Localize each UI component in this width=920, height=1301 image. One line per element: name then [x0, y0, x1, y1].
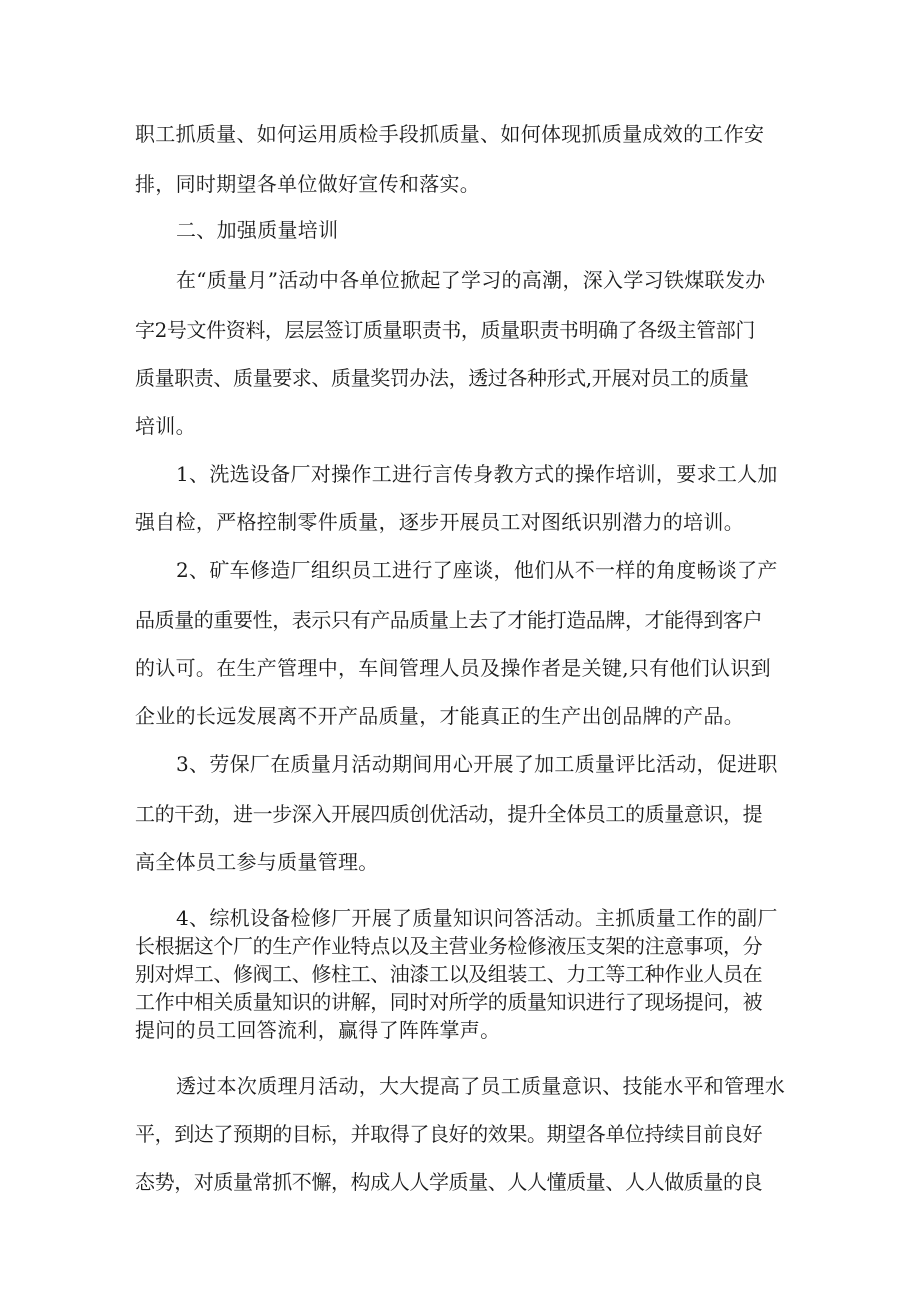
paragraph-line: 的认可。在生产管理中，车间管理人员及操作者是关键,只有他们认识到 [135, 656, 771, 680]
paragraph-line: 别对焊工、修阀工、修柱工、油漆工以及组装工、力工等工种作业人员在 [135, 962, 763, 986]
paragraph-line: 在“质量月”活动中各单位掀起了学习的高潮，深入学习铁煤联发办 [176, 268, 766, 292]
paragraph-line: 企业的长远发展离不开产品质量，才能真正的生产出创品牌的产品。 [135, 704, 744, 728]
paragraph-line: 品质量的重要性，表示只有产品质量上去了才能打造品牌，才能得到客户 [135, 608, 763, 632]
paragraph-line: 培训。 [135, 414, 196, 438]
paragraph-line: 态势，对质量常抓不懈，构成人人学质量、人人懂质量、人人做质量的良 [135, 1170, 763, 1194]
paragraph-line: 工作中相关质量知识的讲解，同时对所学的质量知识进行了现场提问，被 [135, 990, 763, 1014]
paragraph-line: 长根据这个厂的生产作业特点以及主营业务检修液压支架的注意事项，分 [135, 934, 763, 958]
paragraph-line: 平，到达了预期的目标，并取得了良好的效果。期望各单位持续目前良好 [135, 1122, 763, 1146]
paragraph-line: 1、洗选设备厂对操作工进行言传身教方式的操作培训，要求工人加 [176, 462, 778, 486]
paragraph-line: 3、劳保厂在质量月活动期间用心开展了加工质量评比活动，促进职 [176, 752, 778, 776]
paragraph-line: 强自检，严格控制零件质量，逐步开展员工对图纸识别潜力的培训。 [135, 510, 744, 534]
paragraph-line: 字2号文件资料，层层签订质量职责书，质量职责书明确了各级主管部门 [135, 318, 755, 342]
paragraph-line: 工的干劲，进一步深入开展四质创优活动，提升全体员工的质量意识，提 [135, 802, 763, 826]
paragraph-line: 排，同时期望各单位做好宣传和落实。 [135, 172, 481, 196]
paragraph-line: 2、矿车修造厂组织员工进行了座谈，他们从不一样的角度畅谈了产 [176, 558, 778, 582]
paragraph-line: 4、综机设备检修厂开展了质量知识问答活动。主抓质量工作的副厂 [176, 906, 778, 930]
paragraph-line: 高全体员工参与质量管理。 [135, 850, 379, 874]
section-heading: 二、加强质量培训 [176, 218, 339, 242]
paragraph-line: 质量职责、质量要求、质量奖罚办法，透过各种形式,开展对员工的质量 [135, 366, 749, 390]
paragraph-line: 职工抓质量、如何运用质检手段抓质量、如何体现抓质量成效的工作安 [135, 122, 765, 146]
paragraph-line: 透过本次质理月活动，大大提高了员工质量意识、技能水平和管理水 [176, 1074, 785, 1098]
paragraph-line: 提问的员工回答流利，赢得了阵阵掌声。 [135, 1018, 501, 1042]
